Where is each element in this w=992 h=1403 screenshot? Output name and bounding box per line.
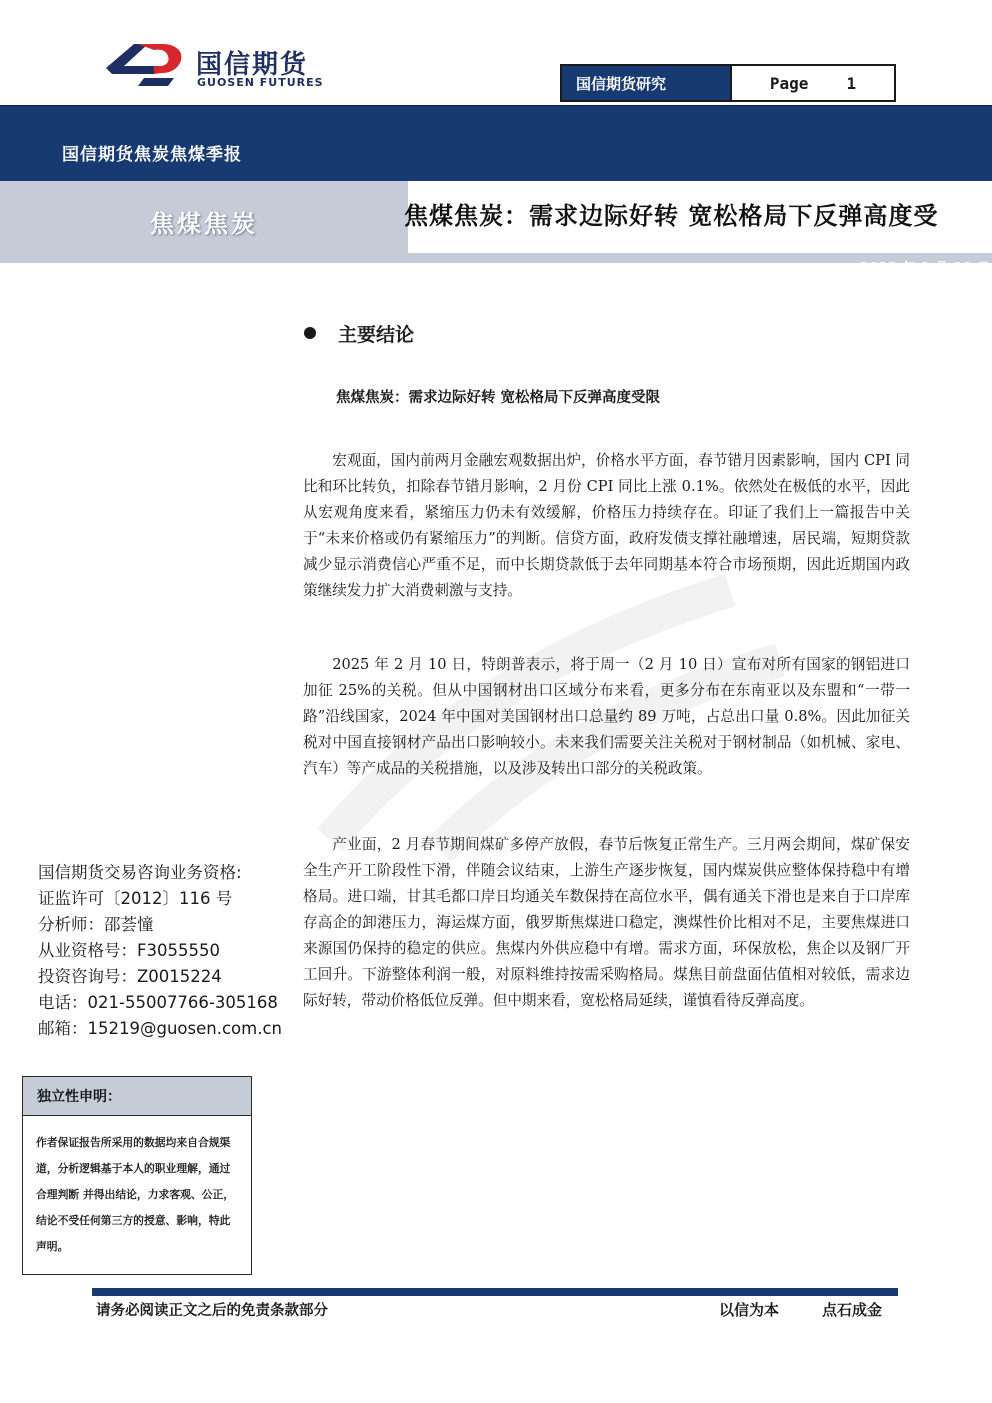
statement-title: 独立性申明： bbox=[23, 1077, 251, 1116]
phone: 电话：021-55007766-305168 bbox=[38, 993, 278, 1012]
qualification-line: 国信期货交易咨询业务资格: bbox=[38, 863, 242, 882]
sector-label: 焦煤焦炭 bbox=[150, 209, 258, 238]
report-date: 2025 年 3 月 30 日 bbox=[860, 260, 991, 274]
page-indicator bbox=[730, 66, 894, 100]
page-number: 1 bbox=[846, 73, 857, 93]
footer-motto-1: 以信为本 bbox=[719, 1301, 780, 1319]
paragraph-macro: 宏观面，国内前两月金融宏观数据出炉，价格水平方面，春节错月因素影响，国内 CPI 同比和环比转负，扣除春节错月影响，2 月份 CPI 同比上涨 0.1%。依然处在极低的水平，因此从宏观角度来看，紧缩压力仍未有效缓解，价格压力持续存在。印证了我们上一篇报告中关于“未来价格或仍有紧缩压力”的判断。信贷方面，政府发债支撑社融增速，居民端，短期贷款减少显示消费信心严重不足，而中长期贷款低于去年同期基本符合市场预期，因此近期国内政策继续发力扩大消费刺激与支持。 bbox=[303, 451, 910, 599]
footer-motto-2: 点石成金 bbox=[822, 1301, 883, 1319]
paragraph-industry: 产业面，2 月春节期间煤矿多停产放假，春节后恢复正常生产。三月两会期间，煤矿保安全生产开工阶段性下滑，伴随会议结束，上游生产逐步恢复，国内煤炭供应整体保持稳中有增格局。进口端，甘其毛都口岸日均通关车数保持在高位水平，偶有通关下滑也是来自于口岸库存高企的卸港压力，海运煤方面，俄罗斯焦煤进口稳定，澳煤性价比相对不足，主要焦煤进口来源国仍保持的稳定的供应。焦煤内外供应稳中有增。需求方面，环保放松，焦企以及钢厂开工回升。下游整体利润一般，对原料维持按需采购格局。煤焦目前盘面估值相对较低，需求边际好转，带动价格低位反弹。但中期来看，宽松格局延续，谨慎看待反弹高度。 bbox=[303, 835, 910, 1009]
statement-body: 作者保证报告所采用的数据均来自合规渠道，分析逻辑基于本人的职业理解，通过合理判断 并得出结论，力求客观、公正，结论不受任何第三方的授意、影响，特此声明。 bbox=[36, 1136, 235, 1253]
practice-cert: 从业资格号：F3055550 bbox=[38, 941, 220, 960]
footer-notice: 请务必阅读正文之后的免责条款部分 bbox=[96, 1302, 328, 1319]
analyst-name: 分析师：邵荟憧 bbox=[38, 915, 154, 934]
research-page-box bbox=[560, 64, 896, 102]
brand-name-cn: 国信期货 bbox=[196, 50, 309, 80]
license-line: 证监许可〔2012〕116 号 bbox=[38, 889, 233, 908]
research-label: 国信期货研究 bbox=[562, 66, 730, 100]
advisory-cert: 投资咨询号：Z0015224 bbox=[38, 967, 222, 986]
report-series: 国信期货焦炭焦煤季报 bbox=[62, 145, 242, 165]
footer-rule bbox=[92, 1288, 898, 1296]
brand-name-en: GUOSEN FUTURES bbox=[197, 76, 324, 89]
page-label: Page bbox=[769, 73, 809, 93]
report-title: 焦煤焦炭：需求边际好转 宽松格局下反弹高度受 bbox=[404, 201, 939, 230]
section-heading: 主要结论 bbox=[338, 324, 415, 346]
paragraph-tariff: 2025 年 2 月 10 日，特朗普表示，将于周一（2 月 10 日）宣布对所有国家的钢铝进口加征 25%的关税。但从中国钢材出口区域分布来看，更多分布在东南亚以及东盟和“一带一路”沿线国家，2024 年中国对美国钢材出口总量约 89 万吨，占总出口量 0.8%。因此加征关税对中国直接钢材产品出口影响较小。未来我们需要关注关税对于钢材制品（如机械、家电、汽车）等产成品的关税措施，以及涉及转出口部分的关税政策。 bbox=[303, 655, 910, 777]
email-link[interactable]: 邮箱：15219@guosen.com.cn bbox=[38, 1019, 282, 1038]
section-bullet-icon bbox=[304, 327, 316, 339]
conclusion-subtitle: 焦煤焦炭：需求边际好转 宽松格局下反弹高度受限 bbox=[336, 389, 661, 406]
guosen-logo-mark-icon bbox=[104, 40, 188, 88]
independence-statement bbox=[22, 1076, 252, 1275]
analyst-info bbox=[38, 860, 282, 1042]
